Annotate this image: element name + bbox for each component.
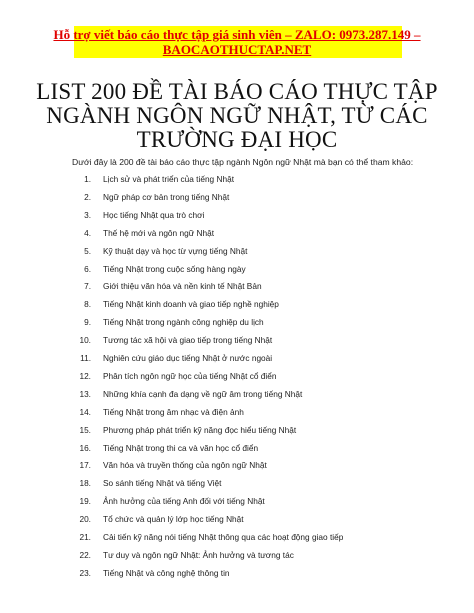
list-item-number: 14. [79,406,91,417]
list-item [0,192,474,204]
page-title-line-2: NGÀNH NGÔN NGỮ NHẬT, TỪ CÁC [46,103,428,128]
list-item-number: 13. [79,388,91,399]
list-item-text: Tổ chức và quản lý lớp học tiếng Nhật [103,514,244,525]
list-item-number: 4. [84,227,91,238]
list-item [0,299,474,311]
list-item [0,568,474,580]
list-item [0,246,474,258]
list-item-text: Kỹ thuật dạy và học từ vựng tiếng Nhật [103,245,248,256]
list-item [0,514,474,526]
list-item-number: 17. [79,460,91,471]
list-item-number: 3. [84,209,91,220]
list-item-text: Nghiên cứu giáo dục tiếng Nhật ở nước ngoài [103,353,273,363]
list-item-text: Văn hóa và truyền thống của ngôn ngữ Nhật [103,460,267,471]
list-item-text: Ảnh hưởng của tiếng Anh đối với tiếng Nhật [103,496,265,507]
list-item-text: Tư duy và ngôn ngữ Nhật: Ảnh hưởng và tương tác [103,549,294,560]
list-item-text: Lịch sử và phát triển của tiếng Nhật [103,174,235,184]
list-item [0,460,474,472]
list-item [0,550,474,562]
list-item [0,317,474,329]
list-item [0,264,474,276]
list-item [0,443,474,455]
list-item-text: Ngữ pháp cơ bản trong tiếng Nhật [103,191,230,202]
list-item-number: 19. [79,496,91,507]
list-item-number: 6. [84,263,91,274]
list-item [0,210,474,222]
list-item-text: Học tiếng Nhật qua trò chơi [103,209,205,220]
page-title-line-1: LIST 200 ĐỀ TÀI BÁO CÁO THỰC TẬP [36,79,438,104]
list-item-text: Phương pháp phát triển kỹ năng đọc hiểu tiếng Nhật [103,424,297,435]
list-item [0,281,474,293]
list-item-number: 2. [84,191,91,202]
list-item-text: Tiếng Nhật trong âm nhạc và điện ảnh [103,406,244,417]
list-item-number: 15. [79,424,91,435]
list-item-text: Tiếng Nhật trong ngành công nghiệp du lịch [103,317,264,328]
list-item [0,425,474,437]
list-item-number: 9. [84,317,91,328]
page-title-line-3: TRƯỜNG ĐẠI HỌC [136,127,338,152]
list-item [0,228,474,240]
list-item-number: 20. [79,514,91,525]
list-item [0,335,474,347]
list-item [0,478,474,490]
list-item [0,407,474,419]
banner-contact-line[interactable]: Hỗ trợ viết báo cáo thực tập giá sinh viên – ZALO: 0973.287.149 – [53,27,421,42]
list-item [0,532,474,544]
list-item-number: 7. [84,281,91,292]
list-item-text: Tiếng Nhật kinh doanh và giao tiếp nghề nghiệp [103,299,279,310]
list-item-number: 22. [79,549,91,560]
list-item-number: 8. [84,299,91,310]
intro-paragraph: Dưới đây là 200 đề tài báo cáo thực tập ngành Ngôn ngữ Nhật mà bạn có thể tham khảo: [72,157,414,167]
list-item-number: 5. [84,245,91,256]
list-item-text: Tiếng Nhật trong cuộc sống hàng ngày [103,263,246,274]
list-item-number: 12. [79,370,91,381]
list-item [0,389,474,401]
list-item-number: 21. [79,532,91,542]
list-item-number: 10. [79,335,91,346]
list-item-text: Tiếng Nhật trong thi ca và văn học cổ điển [103,442,259,453]
list-item-number: 18. [79,478,91,489]
list-item-text: Giới thiệu văn hóa và nền kinh tế Nhật Bản [103,281,262,292]
list-item-text: Những khía cạnh đa dạng về ngữ âm trong tiếng Nhật [103,388,303,399]
list-item-text: Phân tích ngôn ngữ học của tiếng Nhật cổ điển [103,370,277,381]
list-item-number: 1. [84,174,91,184]
list-item-number: 23. [79,567,91,578]
list-item-text: Thế hệ mới và ngôn ngữ Nhật [103,227,215,238]
list-item-text: Tương tác xã hội và giao tiếp trong tiếng Nhật [103,335,273,346]
list-item [0,371,474,383]
list-item-number: 16. [79,442,91,453]
list-item [0,353,474,365]
list-item-text: Tiếng Nhật và công nghệ thông tin [103,567,230,578]
list-item [0,496,474,508]
list-item-text: Cải tiến kỹ năng nói tiếng Nhật thông qua các hoạt động giao tiếp [103,532,344,542]
list-item-number: 11. [80,353,91,363]
list-item-text: So sánh tiếng Nhật và tiếng Việt [103,478,222,489]
banner-website-link[interactable]: BAOCAOTHUCTAP.NET [162,42,312,57]
list-item [0,174,474,186]
